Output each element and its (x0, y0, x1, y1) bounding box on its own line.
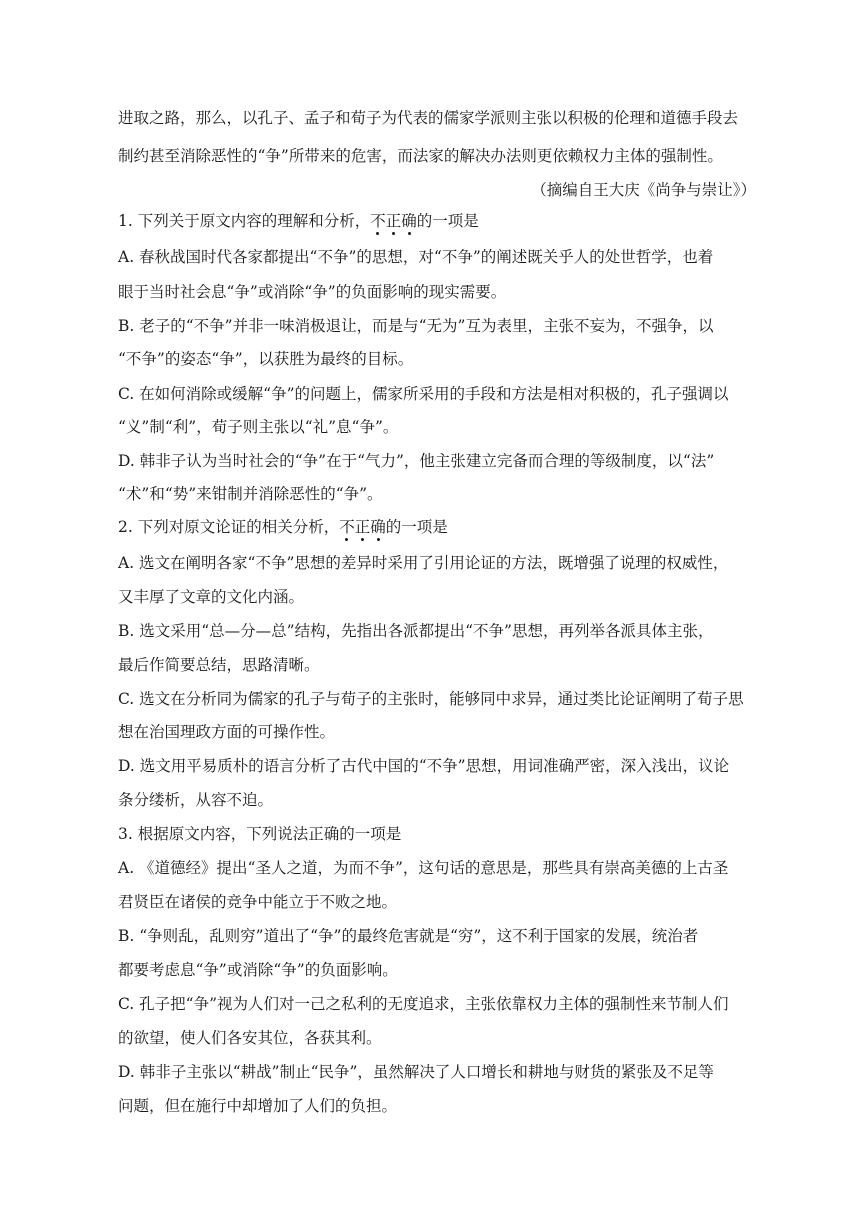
q3-option-c: C. 孔子把“争”视为人们对一己之私利的无度追求，主张依靠权力主体的强制性来节制人们 (118, 995, 729, 1013)
q2-option-c-cont: 想在治国理政方面的可操作性。 (118, 723, 336, 741)
q3-option-a: A. 《道德经》提出“圣人之道，为而不争”，这句话的意思是，那些具有崇高美德的上古圣 (118, 859, 729, 877)
q3-option-a-cont: 君贤臣在诸侯的竞争中能立于不败之地。 (118, 893, 398, 911)
q1-option-d: D. 韩非子认为当时社会的“争”在于“气力”，他主张建立完备而合理的等级制度，以“法” (118, 452, 715, 470)
q2-option-d: D. 选文用平易质朴的语言分析了古代中国的“不争”思想，用词准确严密，深入浅出，议论 (118, 757, 730, 775)
q2-option-b-cont: 最后作简要总结，思路清晰。 (118, 656, 320, 674)
passage-source: （摘编自王大庆《尚争与崇让》） (531, 181, 756, 199)
emphasis-dot-char: 正 (354, 518, 371, 536)
q1-option-b: B. 老子的“不争”并非一味消极退让，而是与“无为”互为表里，主张不妄为，不强争，以 (118, 317, 714, 335)
q1-option-c: C. 在如何消除或缓解“争”的问题上，儒家所采用的手段和方法是相对积极的，孔子强调以 (118, 385, 729, 403)
q1-option-b-cont: “不争”的姿态“争”，以获胜为最终的目标。 (118, 350, 414, 368)
emphasis-dot-char: 确 (401, 212, 417, 230)
emphasis-dot-char: 正 (385, 212, 402, 230)
q3-option-b-cont: 都要考虑息“争”或消除“争”的负面影响。 (118, 961, 398, 979)
q2-option-c: C. 选文在分析同为儒家的孔子与荀子的主张时，能够同中求异，通过类比论证阐明了荀子思 (118, 690, 744, 708)
emphasis-dot-char: 确 (370, 518, 386, 536)
q1-option-d-cont: “术”和“势”来钳制并消除恶性的“争”。 (118, 485, 383, 503)
q3-option-d-cont: 问题，但在施行中却增加了人们的负担。 (118, 1097, 398, 1115)
emphasis-dot-char: 不 (339, 518, 355, 536)
passage-line: 制约甚至消除恶性的“争”所带来的危害，而法家的解决办法则更依赖权力主体的强制性。 (118, 147, 723, 165)
passage-line: 进取之路，那么，以孔子、孟子和荀子为代表的儒家学派则主张以积极的伦理和道德手段去 (118, 109, 739, 127)
q2-option-b: B. 选文采用“总—分—总”结构，先指出各派都提出“不争”思想，再列举各派具体主张， (118, 622, 714, 640)
question-2-stem: 2. 下列对原文论证的相关分析，不正确的一项是 (118, 518, 448, 536)
q2-option-a-cont: 又丰厚了文章的文化内涵。 (118, 588, 305, 606)
question-1-stem: 1. 下列关于原文内容的理解和分析，不正确的一项是 (118, 212, 479, 230)
q1-option-a: A. 春秋战国时代各家都提出“不争”的思想，对“不争”的阐述既关乎人的处世哲学，也着 (118, 248, 714, 266)
emphasis-dot-char: 不 (370, 212, 386, 230)
q3-option-d: D. 韩非子主张以“耕战”制止“民争”，虽然解决了人口增长和耕地与财货的紧张及不足等 (118, 1063, 714, 1081)
q2-option-a: A. 选文在阐明各家“不争”思想的差异时采用了引用论证的方法，既增强了说理的权威性， (118, 554, 729, 572)
q1-option-c-cont: “义”制“利”，荀子则主张以“礼”息“争”。 (118, 418, 399, 436)
q3-option-c-cont: 的欲望，使人们各安其位，各获其利。 (118, 1029, 382, 1047)
q3-option-b: B. “争则乱，乱则穷”道出了“争”的最终危害就是“穷”，这不利于国家的发展，统治者 (118, 927, 699, 945)
q1-option-a-cont: 眼于当时社会息“争”或消除“争”的负面影响的现实需要。 (118, 283, 507, 301)
q2-option-d-cont: 条分缕析，从容不迫。 (118, 791, 274, 809)
question-3-stem: 3. 根据原文内容，下列说法正确的一项是 (118, 825, 402, 843)
